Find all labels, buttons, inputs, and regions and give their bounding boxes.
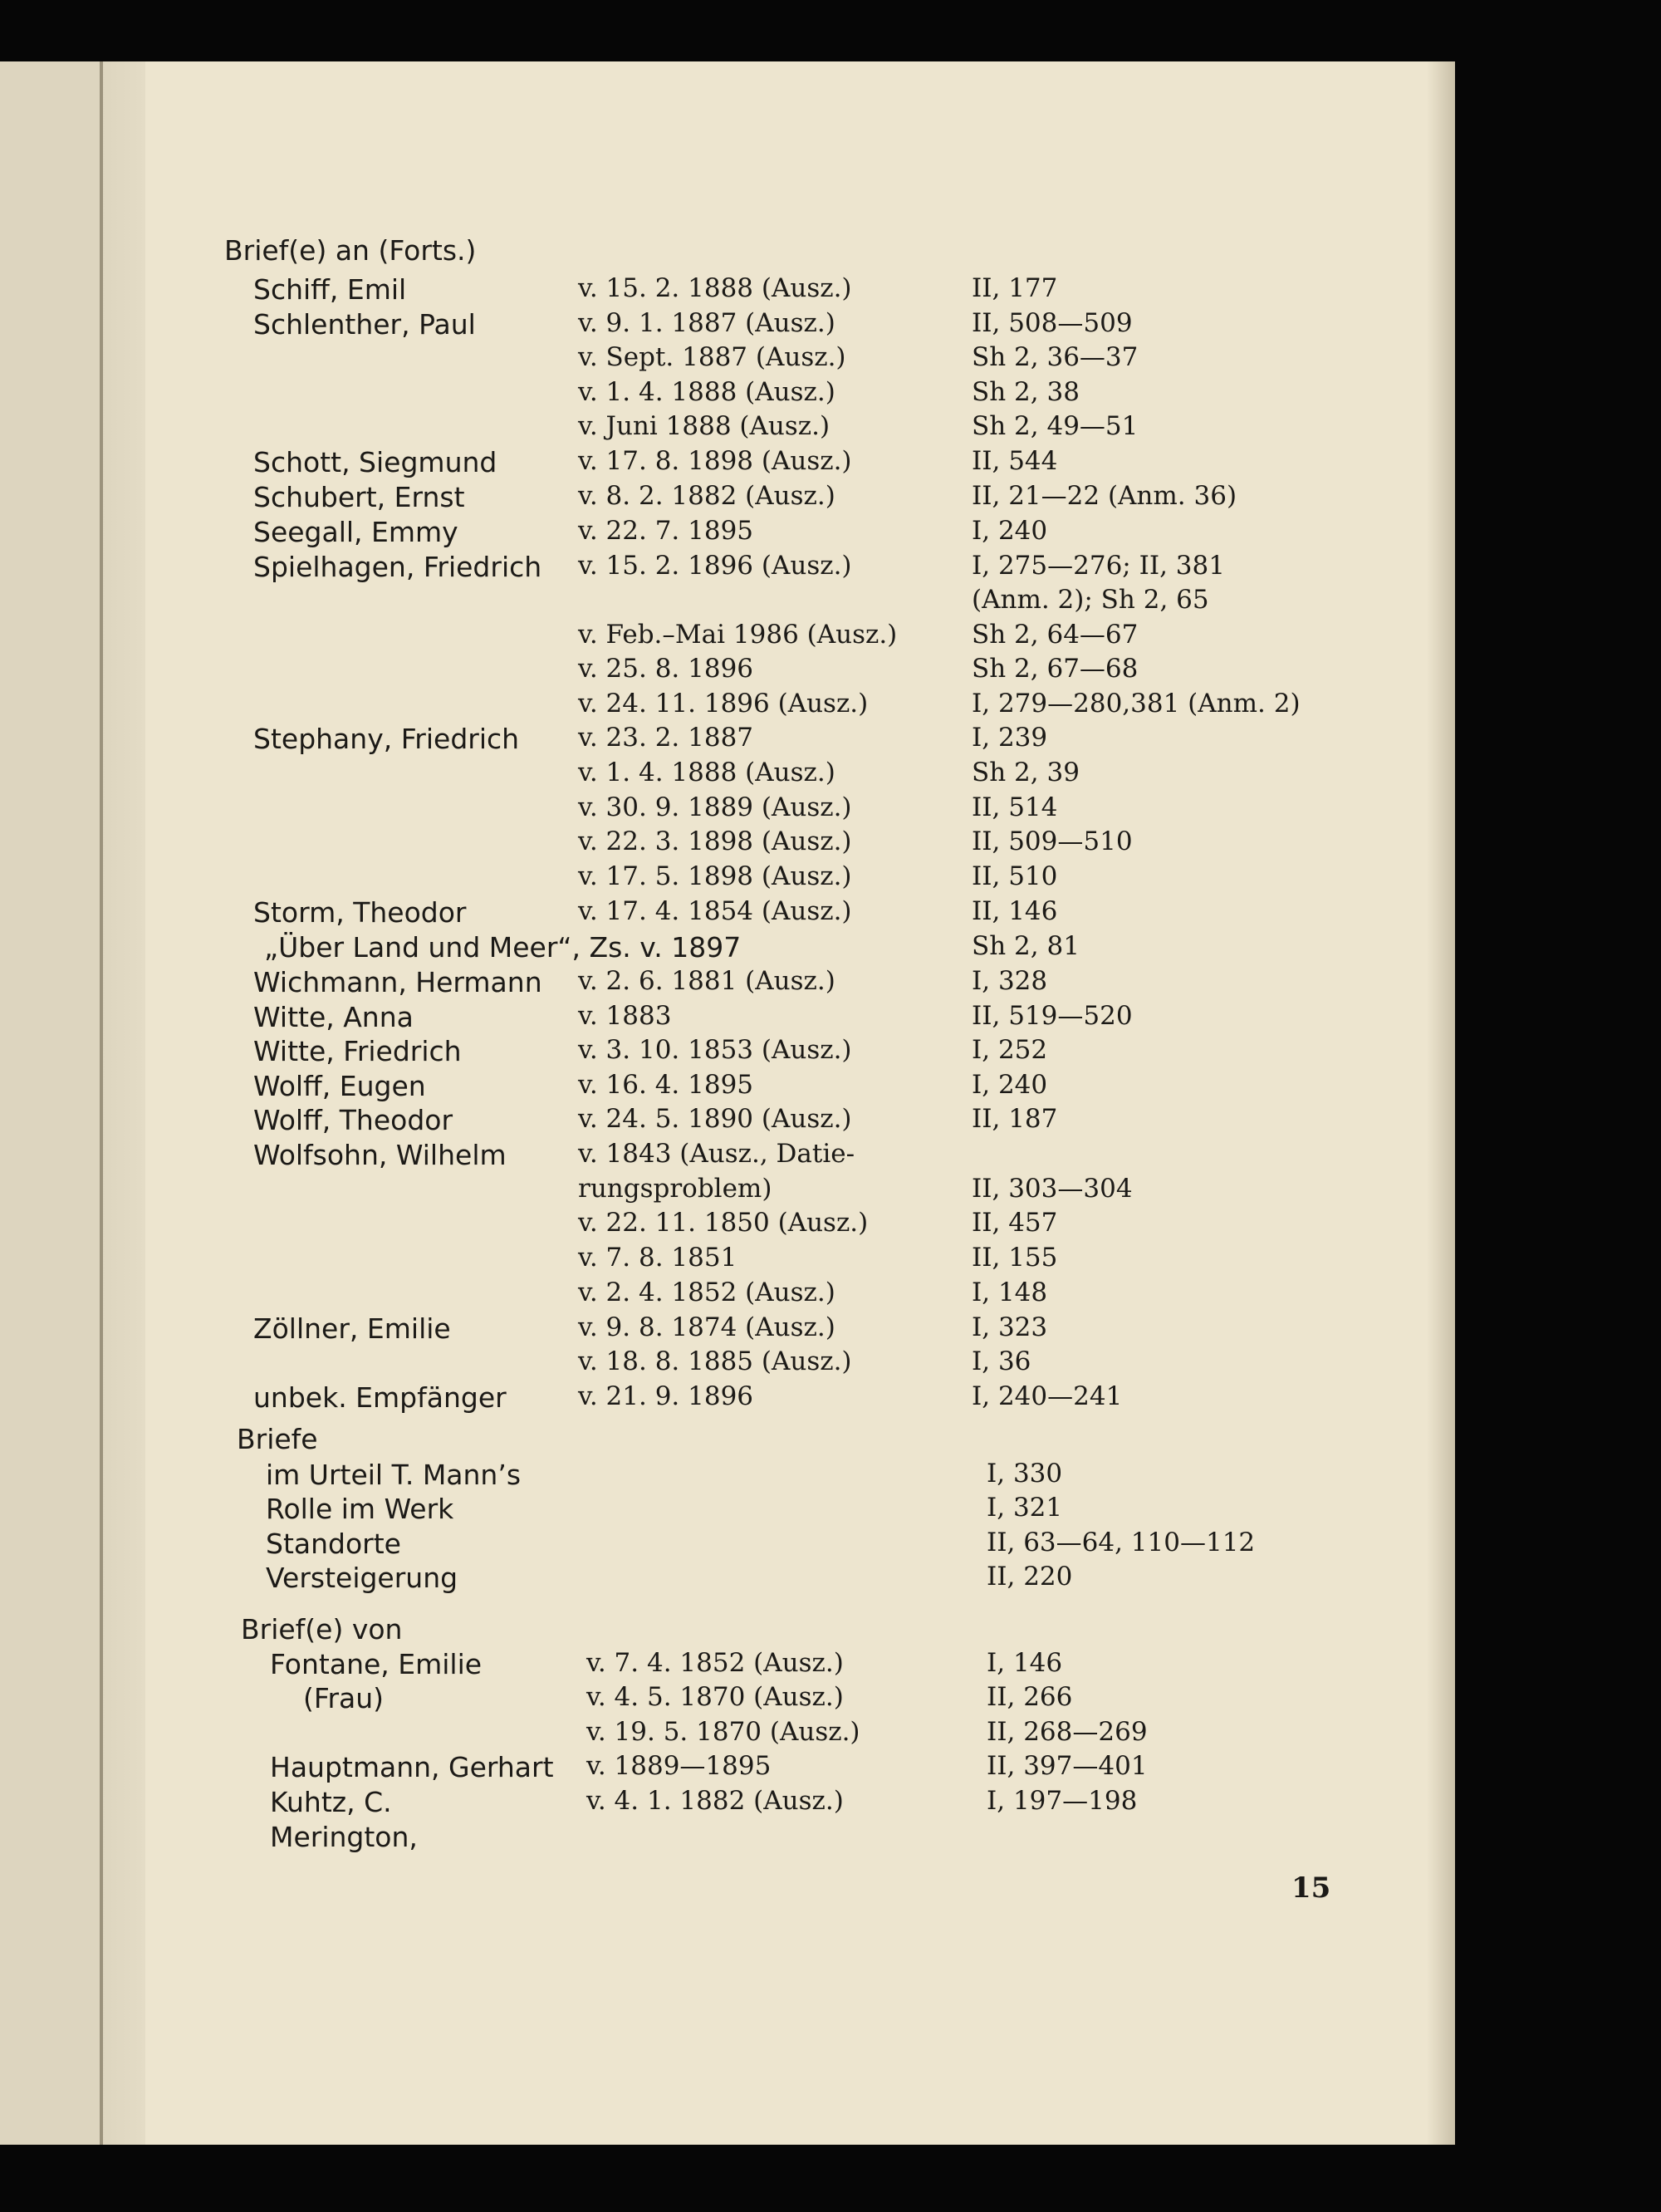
entry-reference: II, 397—401 — [987, 1751, 1148, 1781]
entry-reference: I, 279—280,381 (Anm. 2) — [972, 689, 1301, 719]
entry-name: Hauptmann, Gerhart — [270, 1751, 554, 1783]
book-page — [0, 61, 1455, 2145]
entry-reference: II, 519—520 — [972, 1001, 1133, 1031]
entry-name: Storm, Theodor — [253, 896, 467, 929]
entry-name: Wolff, Eugen — [253, 1070, 426, 1102]
entry-reference: II, 266 — [987, 1682, 1073, 1712]
entry-reference: (Anm. 2); Sh 2, 65 — [972, 585, 1209, 615]
entry-date: v. 18. 8. 1885 (Ausz.) — [578, 1346, 852, 1376]
entry-date: v. 2. 4. 1852 (Ausz.) — [578, 1278, 835, 1307]
entry-reference: I, 240—241 — [972, 1381, 1123, 1411]
entry-reference: II, 155 — [972, 1243, 1058, 1273]
entry-name: Wolfsohn, Wilhelm — [253, 1139, 507, 1171]
entry-date: v. 7. 8. 1851 — [578, 1243, 737, 1273]
entry-date: v. 1889—1895 — [586, 1751, 772, 1781]
entry-reference: II, 268—269 — [987, 1717, 1148, 1747]
entry-reference: Sh 2, 49—51 — [972, 411, 1139, 441]
entry-name: Wolff, Theodor — [253, 1104, 453, 1136]
entry-name: Versteigerung — [266, 1562, 458, 1594]
entry-reference: II, 508—509 — [972, 308, 1133, 338]
entry-reference: II, 303—304 — [972, 1174, 1133, 1204]
entry-date: v. 4. 1. 1882 (Ausz.) — [586, 1786, 844, 1816]
entry-reference: I, 239 — [972, 723, 1048, 753]
entry-name: Witte, Anna — [253, 1001, 414, 1033]
entry-name: „Über Land und Meer“, Zs. v. 1897 — [264, 931, 742, 964]
entry-reference: I, 148 — [972, 1278, 1048, 1307]
entry-date: v. 17. 8. 1898 (Ausz.) — [578, 446, 852, 476]
entry-reference: I, 323 — [972, 1312, 1048, 1342]
entry-date: v. 25. 8. 1896 — [578, 654, 754, 684]
entry-date: v. 16. 4. 1895 — [578, 1070, 754, 1100]
entry-date: v. 24. 11. 1896 (Ausz.) — [578, 689, 869, 719]
previous-page-edge — [0, 61, 100, 2145]
entry-reference: II, 146 — [972, 896, 1058, 926]
entry-name: Schott, Siegmund — [253, 446, 497, 478]
entry-name: Kuhtz, C. — [270, 1786, 392, 1818]
entry-name: Schubert, Ernst — [253, 481, 465, 513]
entry-name: Witte, Friedrich — [253, 1035, 462, 1067]
entry-date: v. 9. 8. 1874 (Ausz.) — [578, 1312, 835, 1342]
entry-date: v. 9. 1. 1887 (Ausz.) — [578, 308, 835, 338]
entry-date: v. 4. 5. 1870 (Ausz.) — [586, 1682, 844, 1712]
entry-date: v. 2. 6. 1881 (Ausz.) — [578, 966, 835, 996]
entry-name: Schiff, Emil — [253, 273, 407, 306]
entry-date: v. 15. 2. 1896 (Ausz.) — [578, 551, 852, 581]
entry-date: rungsproblem) — [578, 1174, 772, 1204]
entry-reference: II, 63—64, 110—112 — [987, 1528, 1256, 1557]
entry-date: v. 1. 4. 1888 (Ausz.) — [578, 758, 835, 787]
entry-reference: II, 510 — [972, 861, 1058, 891]
entry-date: v. Sept. 1887 (Ausz.) — [578, 342, 846, 372]
entry-name: im Urteil T. Mann’s — [266, 1459, 522, 1491]
entry-date: v. 7. 4. 1852 (Ausz.) — [586, 1648, 844, 1678]
entry-name: Schlenther, Paul — [253, 308, 476, 341]
entry-reference: Sh 2, 81 — [972, 931, 1080, 961]
entry-name: Wichmann, Hermann — [253, 966, 542, 998]
entry-reference: I, 330 — [987, 1459, 1063, 1489]
entry-reference: II, 514 — [972, 792, 1058, 822]
entry-date: v. Feb.–Mai 1986 (Ausz.) — [578, 620, 898, 650]
entry-date: v. 22. 7. 1895 — [578, 516, 754, 546]
entry-name: Seegall, Emmy — [253, 516, 458, 548]
entry-date: v. 22. 11. 1850 (Ausz.) — [578, 1208, 869, 1238]
entry-date: v. Juni 1888 (Ausz.) — [578, 411, 830, 441]
entry-reference: I, 240 — [972, 516, 1048, 546]
entry-reference: II, 457 — [972, 1208, 1058, 1238]
entry-name: Standorte — [266, 1528, 401, 1560]
section-heading: Briefe — [237, 1423, 318, 1455]
entry-date: v. 24. 5. 1890 (Ausz.) — [578, 1104, 852, 1134]
entry-reference: I, 36 — [972, 1346, 1031, 1376]
entry-date: v. 1883 — [578, 1001, 672, 1031]
entry-reference: II, 220 — [987, 1562, 1073, 1592]
entry-name: unbek. Empfänger — [253, 1381, 507, 1414]
entry-reference: II, 544 — [972, 446, 1058, 476]
entry-name: (Frau) — [303, 1682, 385, 1714]
entry-date: v. 17. 5. 1898 (Ausz.) — [578, 861, 852, 891]
entry-reference: I, 197—198 — [987, 1786, 1138, 1816]
entry-reference: Sh 2, 39 — [972, 758, 1080, 787]
entry-date: v. 1843 (Ausz., Datie- — [578, 1139, 855, 1169]
entry-name: Stephany, Friedrich — [253, 723, 520, 755]
entry-date: v. 19. 5. 1870 (Ausz.) — [586, 1717, 860, 1747]
entry-reference: Sh 2, 38 — [972, 377, 1080, 407]
entry-date: v. 17. 4. 1854 (Ausz.) — [578, 896, 852, 926]
entry-reference: II, 509—510 — [972, 826, 1133, 856]
entry-date: v. 15. 2. 1888 (Ausz.) — [578, 273, 852, 303]
entry-name: Spielhagen, Friedrich — [253, 551, 542, 583]
entry-date: v. 1. 4. 1888 (Ausz.) — [578, 377, 835, 407]
entry-reference: I, 321 — [987, 1493, 1063, 1523]
entry-date: v. 22. 3. 1898 (Ausz.) — [578, 826, 852, 856]
entry-reference: Sh 2, 36—37 — [972, 342, 1139, 372]
entry-reference: II, 177 — [972, 273, 1058, 303]
section-heading: Brief(e) an (Forts.) — [224, 234, 477, 267]
entry-reference: Sh 2, 64—67 — [972, 620, 1139, 650]
entry-name: Rolle im Werk — [266, 1493, 454, 1525]
section-heading: Brief(e) von — [241, 1613, 403, 1646]
entry-date: v. 3. 10. 1853 (Ausz.) — [578, 1035, 852, 1065]
entry-name: Merington, — [270, 1821, 418, 1853]
binding-fold — [100, 61, 103, 2145]
entry-reference: I, 252 — [972, 1035, 1048, 1065]
entry-date: v. 8. 2. 1882 (Ausz.) — [578, 481, 835, 511]
entry-date: v. 23. 2. 1887 — [578, 723, 754, 753]
entry-name: Fontane, Emilie — [270, 1648, 483, 1680]
entry-reference: I, 275—276; II, 381 — [972, 551, 1225, 581]
entry-reference: II, 187 — [972, 1104, 1058, 1134]
entry-date: v. 30. 9. 1889 (Ausz.) — [578, 792, 852, 822]
entry-date: v. 21. 9. 1896 — [578, 1381, 754, 1411]
entry-reference: I, 240 — [972, 1070, 1048, 1100]
entry-reference: II, 21—22 (Anm. 36) — [972, 481, 1237, 511]
entry-reference: I, 146 — [987, 1648, 1063, 1678]
entry-name: Zöllner, Emilie — [253, 1312, 451, 1345]
page-edge-shadow — [1427, 61, 1455, 2145]
entry-reference: I, 328 — [972, 966, 1048, 996]
entry-reference: Sh 2, 67—68 — [972, 654, 1139, 684]
page-number: 15 — [1291, 1871, 1331, 1905]
